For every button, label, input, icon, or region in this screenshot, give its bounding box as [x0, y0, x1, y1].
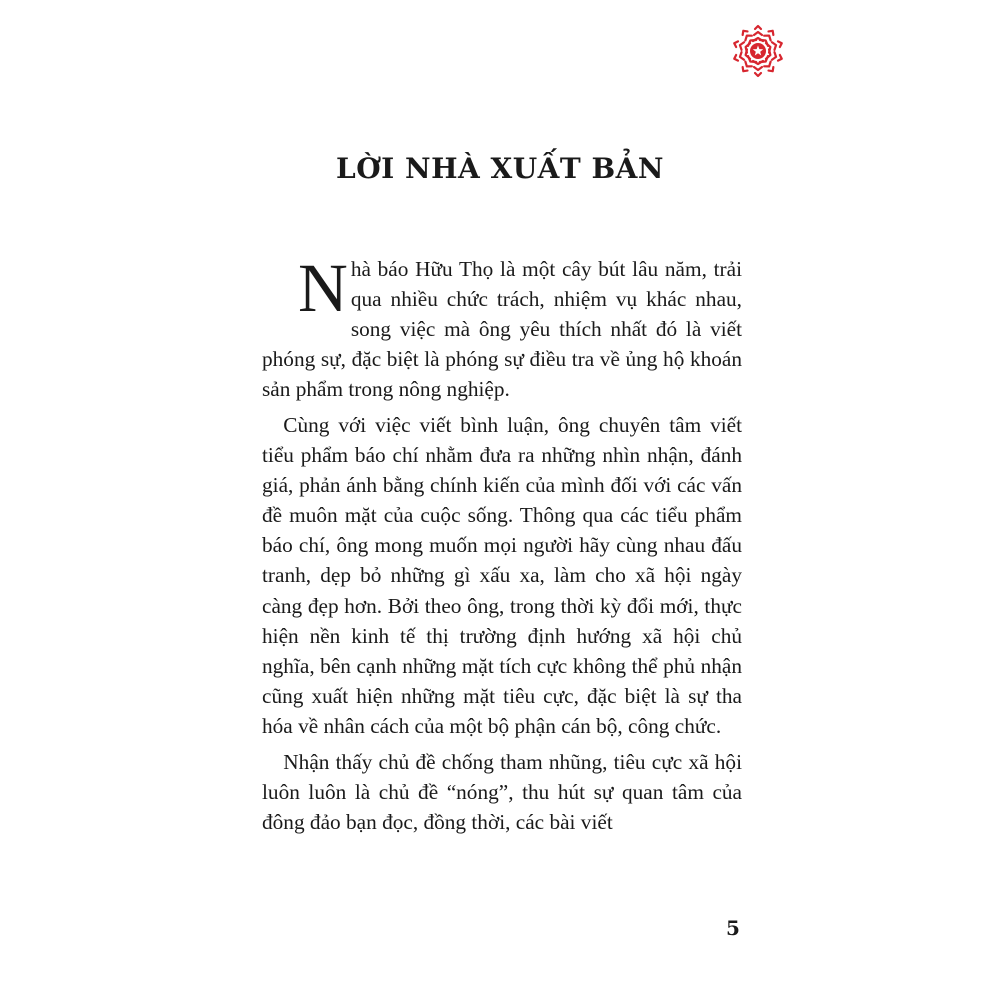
- body-text: [262, 250, 742, 842]
- paragraph-3: Nhận thấy chủ đề chống tham nhũng, tiêu cực xã hội luôn luôn là chủ đề “nóng”, thu hút sự quan tâm của đông đảo bạn đọc, đồng thời, các bài viết: [262, 749, 742, 834]
- paragraph-1: [262, 250, 742, 404]
- paragraph-2: Cùng với việc viết bình luận, ông chuyên tâm viết tiểu phẩm báo chí nhằm đưa ra những nhìn nhận, đánh giá, phản ánh bằng chính kiến của mình đối với các vấn đề muôn mặt của cuộc sống. Thông qua các tiểu phẩm báo chí, ông mong muốn mọi người hãy cùng nhau đấu tranh, dẹp bỏ những gì xấu xa, làm cho xã hội ngày càng đẹp hơn. Bởi theo ông, trong thời kỳ đổi mới, thực hiện nền kinh tế thị trường định hướng xã hội chủ nghĩa, bên cạnh những mặt tích cực không thể phủ nhận cũng xuất hiện những mặt tiêu cực, đặc biệt là sự tha hóa về nhân cách của một bộ phận cán bộ, công chức.: [262, 412, 742, 738]
- paragraph-1-text: hà báo Hữu Thọ là một cây bút lâu năm, trải qua nhiều chức trách, nhiệm vụ khác nhau, song việc mà ông yêu thích nhất đó là viết phóng sự, đặc biệt là phóng sự điều tra về ủng hộ khoán sản phẩm trong nông nghiệp.: [262, 257, 742, 402]
- page-title: LỜI NHÀ XUẤT BẢN: [336, 152, 664, 185]
- page-number: 5: [726, 916, 740, 940]
- publisher-star-logo: [727, 20, 789, 82]
- drop-cap-letter: N: [298, 250, 348, 326]
